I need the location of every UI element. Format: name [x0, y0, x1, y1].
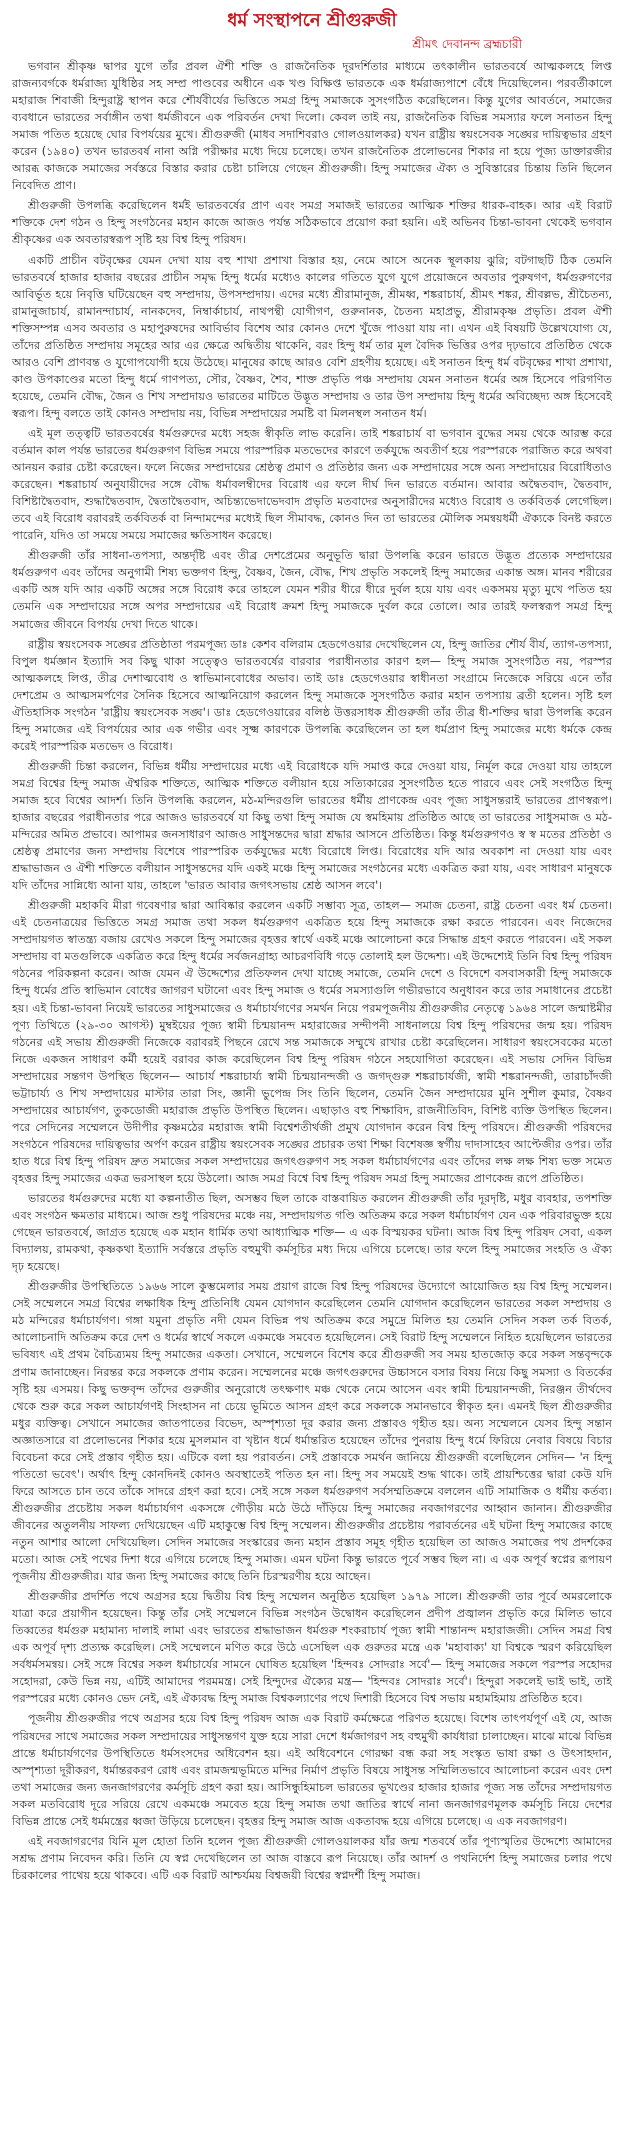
article-paragraph: শ্রীগুরুজীর প্রদর্শিত পথে অগ্রসর হয়ে দ্বিতীয় বিশ্ব হিন্দু সম্মেলন অনুষ্ঠিত হয়েছিল ১৯৭৯ সালে। শ্রীগুরুজী তার পূর্বে অমরলোকে যাত্রা করে প্রয়াগীন হয়েছেন। কিন্তু তাঁর সেই সম্মেলনে বিভিন্ন সংগঠন উদ্বোধন করেছিলেন প্রদীপ প্রজ্বালন প্রভৃতি করে মিলিত ভাবে তিব্বতের ধর্মগুরু মহামান্য দালাই লামা এবং ভারতের শ্রদ্ধাভাজন ধর্মগুরু শংকরাচার্য পূজ্য স্বামী শান্তানন্দ মহারাজজী। সেদিন সমগ্র বিশ্ব এক অপূর্ব দৃশ্য প্রত্যক্ষ করেছিল। সেই সম্মেলনে মণিত করে উঠে এসেছিল এক গুরুতর মন্ত্রে এক 'মহাবাক্য' যা বিশ্বকে স্মরণ করিয়েছিল সর্বধর্মসমন্বয়। সেই সঙ্গে বিশ্বের সকল ধর্মাচার্যের সামনে ঘোষিত হয়েছিল 'হিন্দবঃ সোদরাঃ সর্বে'— হিন্দু সমাজের সকলে পরস্পর সহোদর সহোদরা, কেউ ভিন্ন নয়, এটিই আমাদের পরমমন্ত্র। সেই হিন্দুদের ঐক্যের মন্ত্র— 'হিন্দবঃ সোদরাঃ সর্বে'। হিন্দুরা সকলেই ভাই ভাই, তাই পরস্পরের মধ্যে কোনও ভেদ নেই, এই ঐক্যবদ্ধ হিন্দু সমাজ বিশ্বকল্যাণের পথে দিশারী হিসেবে বিশ্ব সভায় মহামহিমায় প্রতিষ্ঠিত হবে।	[12, 1590, 612, 1706]
article-paragraph: পূজনীয় শ্রীগুরুজীর পথে অগ্রসর হয়ে বিশ্ব হিন্দু পরিষদ আজ এক বিরাট কর্মক্ষেত্রে পরিণত হয়েছে। বিশেষ তাৎপর্যপূর্ণ এই যে, আজ পরিষদের সাথে সমাজের সকল সম্প্রদায়ের সাধুসন্তগণ যুক্ত হয়ে সারা দেশে ধর্মজাগরণ সহ বহুমুখী কার্যধারা চালাচ্ছেন। মাঝে মাঝে বিভিন্ন প্রান্তে ধর্মাচার্যগণের উপস্থিতিতে ধর্মসংসদের অধিবেশন হয়। এই অধিবেশনে গোরক্ষা বন্ধ করা সহ সংস্কৃত ভাষা রক্ষা ও উৎসাহদান, অস্পৃশ্যতা দূরীকরণ, ধর্মান্তরকরণ রোধ এবং রামজন্মভূমিতে মন্দির নির্মাণ প্রভৃতি বিষয়ে সাধুসন্ত সম্মিলিতভাবে আলোচনা করেন এবং দেশ তথা সমাজের জন্য জনজাগরণের কর্মসূচি গ্রহণ করা হয়। আসিন্ধুহিমাচল ভারতের ভূখণ্ডের হাজার হাজার পূজ্য সন্ত তাঁদের সম্প্রদায়গত সকল মতবিরোধ দূরে সরিয়ে রেখে একমঞ্চে সমবেত হয়ে হিন্দু সমাজ তথা জাতির স্বার্থে নানা জনজাগরণমূলক কর্মসূচি নিয়ে দেশের বিভিন্ন প্রান্তে সেই ধর্মমন্ত্রের ধ্বজা উড়িয়ে চলেছেন। বৃহত্তর হিন্দু সমাজ আজ একতাবদ্ধ হয়ে এগিয়ে চলেছে। এ এক নবজাগরণ।	[12, 1712, 612, 1828]
article-paragraph: ভগবান শ্রীকৃষ্ণ দ্বাপর যুগে তাঁর প্রবল ঐশী শক্তি ও রাজনৈতিক দূরদর্শিতার মাধ্যমে তৎকালীন ভারতবর্ষে আত্মকলহে লিপ্ত রাজন্যবর্গকে ধর্মরাজ্য যুধিষ্ঠির সহ সম্প্র পাণ্ডবের অধীনে এক খণ্ড বিক্ষিপ্ত ভারতকে এক ধর্মরাজ্যপাশে বেঁধে দিয়েছিলেন। পরবর্তীকালে মহারাজ শিবাজী হিন্দুরাষ্ট্র স্থাপন করে শৌর্যবীর্যের ভিত্তিতে সমগ্র হিন্দু সমাজকে সুসংগঠিত করেছিলেন। কিন্তু যুগের আবর্তনে, সমাজের ব্যবধানে ভারতের সর্বাঙ্গীন তথা ধর্মজীবনে এক পরিবর্তন দেখা দিলো। কেবল তাই নয়, রাজনৈতিক বিভিন্ন সমস্যার ফলে সনাতন হিন্দু সমাজ পতিত হয়েছে ঘোর বিপর্যয়ের মুখে। শ্রীগুরুজী (মাধব সদাশিবরাও গোলওয়ালকর) যখন রাষ্ট্রীয় স্বয়ংসেবক সঙ্ঘের দায়িত্বভার গ্রহণ করেন (১৯৪০) তখন ভারতবর্ষ নানা অগ্নি পরীক্ষার মধ্যে দিয়ে চলেছে। তখন রাজনৈতিক প্রলোভনের শিকার না হয়ে পূজ্য ডাক্তারজীর আরব্ধ কাজকে সমাজের সর্বস্তরে বিস্তার করার চেষ্টা চালিয়ে গেছেন শ্রীগুরুজী। হিন্দু সমাজের ঐক্য ও সুবিস্তারের চিন্তায় তিনি ছিলেন নিবেদিত প্রাণ।	[12, 60, 612, 193]
article-title: ধর্ম সংস্থাপনে শ্রীগুরুজী	[227, 10, 397, 31]
article-paragraph: রাষ্ট্রীয় স্বয়ংসেবক সঙ্ঘের প্রতিষ্ঠাতা পরমপূজ্য ডাঃ কেশব বলিরাম হেডগেওয়ার দেখেছিলেন যে, হিন্দু জাতির শৌর্য বীর্য, ত্যাগ-তপস্যা, বিপুল ধর্মজ্ঞান ইত্যাদি সব কিছু থাকা সত্ত্বেও ভারতবর্ষের বারবার পরাধীনতার কারণ হল— হিন্দু সমাজ সুসংগঠিত নয়, পরস্পর আত্মকলহে লিপ্ত, তীব্র দেশাত্মবোধ ও স্বাভিমানবোধের অভাব। তাই ডাঃ হেডগেওয়ার স্বাধীনতা সংগ্রামে নিজেকে সরিয়ে এনে তাঁর দেশপ্রেম ও আত্মসমর্পণের সৈনিক হিসেবে আত্মনিয়োগ করলেন হিন্দু সমাজকে সুসংগঠিত করার মহান তপস্যায় ব্রতী হলেন। সৃষ্টি হল ঐতিহাসিক সংগঠন 'রাষ্ট্রীয় স্বয়ংসেবক সঙ্ঘ'। ডাঃ হেডগেওয়ারের বলিষ্ঠ উত্তরসাধক শ্রীগুরুজী তাঁর তীব্র ধী-শক্তির দ্বারা উপলব্ধি করেন হিন্দু সমাজের এই বিপর্যয়ের আর এক গভীর এবং সূক্ষ্ম কারণকে উপলব্ধি করেছিলেন তা হল ধর্মপ্রাণ হিন্দু সমাজের মধ্যে ধর্মকে কেন্দ্র করেই পারস্পরিক মতভেদ ও বিরোধ।	[12, 637, 612, 753]
article-paragraph: একটি প্রাচীন বটবৃক্ষের যেমন দেখা যায় বহু শাখা প্রশাখা বিস্তার হয়, নেমে আসে অনেক স্থূলকায় ঝুরি; বটগাছটি ঠিক তেমনি ভারতবর্ষে হাজার হাজার বছরের প্রাচীন সমৃদ্ধ হিন্দু ধর্মের মধ্যেও কালের গতিতে যুগে যুগে প্রয়োজনে অবতার পুরুষগণ, ধর্মগুরুগণের আবির্ভূত হয়ে নিবৃত্তি ঘটিয়েছেন বহু সম্প্রদায়, উপসম্প্রদায়। এদের মধ্যে শ্রীরামানুজ, শ্রীমধ্ব, শঙ্করাচার্য, শ্রীমৎ শঙ্কর, শ্রীবল্লভ, শ্রীচৈতন্য, রামানুজাচার্য, রামানন্দাচার্য, নানকদেব, নিম্বার্কাচার্য, নাথপন্থী যোগীগণ, গুরুনানক, চৈতন্য মহাপ্রভু, শ্রীরামকৃষ্ণ প্রভৃতি। প্রবল ঐশী শক্তিসম্পন্ন এসব অবতার ও মহাপুরুষদের আবির্ভাব বিশেষ আর কোনও দেশে খুঁজে পাওয়া যায় না। এখন এই বিষয়টি উল্লেখযোগ্য যে, তাঁদের প্রতিষ্ঠিত সম্প্রদায় সমূহের আর এর ক্ষেত্রে অদ্বিতীয় থাকেনি, বরং হিন্দু ধর্ম তার মূল বৈদিক ভিত্তির ওপর দৃঢ়ভাবে প্রতিষ্ঠিত থেকে আরও বেশি প্রাণবন্ত ও যুগোপযোগী হয়ে উঠেছে। মানুষের কাছে আরও বেশি গ্রহণীয় হয়েছে। এই সনাতন হিন্দু ধর্ম বটবৃক্ষের শাখা প্রশাখা, কাণ্ড উপকাণ্ডের মতো হিন্দু ধর্মে গাণপত্য, সৌর, বৈষ্ণব, শৈব, শাক্ত প্রভৃতি পঞ্চ সম্প্রদায় যেমন সনাতন ধর্মের অঙ্গ হিসেবে পরিগণিত হয়েছে, তেমনি বৌদ্ধ, জৈন ও শিখ সম্প্রদায়ও ভারতের মাটিতে উদ্ভূত সম্প্রদায় ও তার উপ সম্প্রদায় হিন্দু ধর্মের অবিচ্ছেদ্য অঙ্গ হিসেবেই স্বরূপ। হিন্দু বলতে তাই কোনও সম্প্রদায় নয়, বিভিন্ন সম্প্রদায়ের সমষ্টি বা মিলনস্থল সনাতন ধর্ম।	[12, 253, 612, 420]
article-paragraph: শ্রীগুরুজী মহাকবি মীরা গবেষণার দ্বারা আবিষ্কার করলেন একটি সম্ভাব্য সূত্র, তাহল— সমাজ চেতনা, রাষ্ট্র চেতনা এবং ধর্ম চেতনা। এই চেতনাত্রয়ের ভিত্তিতে সমগ্র সমাজ তথা সকল ধর্মগুরুগণ একত্রিত হয়ে হিন্দু সমাজকে রক্ষা করতে পারবেন। এবং নিজেদের সম্প্রদায়গত স্বাতন্ত্র্য বজায় রেখেও সকলে হিন্দু সমাজের বৃহত্তর স্বার্থে একই মঞ্চে আলোচনা করে সিদ্ধান্ত গ্রহণ করতে পারবেন। এই সকল সম্প্রদায় বা মতগুলিকে একত্রিত করে হিন্দু ধর্মের সর্বজনগ্রাহ্য আচরণবিধি গড়ে তোলাই হল উদ্দেশ্য। এই উদ্দেশ্যেই তিনি বিশ্ব হিন্দু পরিষদ গঠনের পরিকল্পনা করেন। আজ যেমন ঐ উদ্দেশ্যের প্রতিফলন দেখা যাচ্ছে সমাজে, তেমনি দেশে ও বিদেশে বসবাসকারী হিন্দু সমাজকে হিন্দু ধর্মের প্রতি স্বাভিমান বোধের জাগরণ ঘটানো এবং হিন্দু সমাজ ও ধর্মের সমস্যাগুলি গভীরভাবে অনুধাবন করে তার সমাধানের প্রচেষ্টা হয়। এই চিন্তা-ভাবনা নিয়েই ভারতের সাধুসমাজের ও ধর্মাচার্যগণের সমর্থন নিয়ে পরমপূজনীয় শ্রীগুরুজীর নেতৃত্বে ১৯৬৪ সালে জন্মাষ্টমীর পূণ্য তিথিতে (২৯-৩০ আগস্ট) মুম্বইয়ের পূজ্য স্বামী চিন্ময়ানন্দ মহারাজের সন্দীপনী সাধনালয়ে বিশ্ব হিন্দু পরিষদের জন্ম হয়। পরিষদ গঠনের এই সভায় শ্রীগুরুজী নিজেকে বরাবরই পিছনে রেখে সন্ত সমাজকে সম্মুখে রাখার চেষ্টা করেছিলেন। সাধারণ স্বয়ংসেবকের মতো নিজে একজন সাধারণ কর্মী হয়েই বরাবর কাজ করেছিলেন বিশ্ব হিন্দু পরিষদ গঠনে সহযোগিতা করেছেন। এই সভায় সেদিন বিভিন্ন সম্প্রদায়ের সন্তগণ উপস্থিত ছিলেন— আচার্য শঙ্করাচার্য্য স্বামী চিন্ময়ানন্দজী ও জগদ্গুরু শঙ্করাচার্যজী, স্বামী শঙ্করানন্দজী, তারাচাঁদজী ভট্টাচার্য্য ও শিখ সম্প্রদায়ের মাস্টার তারা সিং, জ্ঞানী ভুপেন্দ্র সিং তিনি ছিলেন, তেমনি জৈন সম্প্রদায়ের মুনি সুশীল কুমার, বৈষ্ণব সম্প্রদায়ের আচার্যগণ, তুকডোজী মহারাজ প্রভৃতি উপস্থিত ছিলেন। এছাড়াও বহু শিক্ষাবিদ, রাজনীতিবিদ, বিশিষ্ট ব্যক্তি উপস্থিত ছিলেন। পরে সেদিনের সম্মেলনে উদীপীর কৃষ্ণমঠের মহারাজ স্বামী বিশ্বেশতীর্থজী প্রমুখ যোগদান করেন বিশ্ব হিন্দু পরিষদে। শ্রীগুরুজী পরিষদের সংগঠনে পরিষদের দায়িত্বভার অর্পণ করেন রাষ্ট্রীয় স্বয়ংসেবক সঙ্ঘের প্রচারক তথা শিক্ষা বিশেষজ্ঞ স্বর্গীয় দাদাসাহেব আপ্টেজীর ওপর। তাঁর হাত ধরে বিশ্ব হিন্দু পরিষদ দ্রুত সমাজের সকল সম্প্রদায়ের জগৎগুরুগণ সহ সকল ধর্মাচার্যগণের এবং তাঁদের লক্ষ লক্ষ শিষ্য ভক্ত সমেত বৃহত্তর হিন্দু সমাজের একত্র ভরসাস্থল হয়ে উঠলো। আজ সমগ্র বিশ্বে বিশ্ব হিন্দু পরিষদ সমগ্র হিন্দু সমাজের প্রাণকেন্দ্র রূপে প্রতিষ্ঠিত।	[12, 899, 612, 1185]
article-paragraph: শ্রীগুরুজী উপলব্ধি করেছিলেন ধর্মই ভারতবর্ষের প্রাণ এবং সমগ্র সমাজই ভারতের আত্মিক শক্তির ধারক-বাহক। আর এই বিরাট শক্তিকে দেশ গঠন ও হিন্দু সংগঠনের মহান কাজে আজও পর্যন্ত সঠিকভাবে প্রয়োগ করা হয়নি। এই অভিনব চিন্তা-ভাবনা থেকেই ভগবান শ্রীকৃষ্ণের এক অবতারস্বরূপ সৃষ্টি হয় বিশ্ব হিন্দু পরিষদ।	[12, 199, 612, 247]
article-author: শ্রীমৎ দেবানন্দ ব্রহ্মচারী	[412, 37, 522, 51]
article-paragraph: এই নবজাগরণের যিনি মূল হোতা তিনি হলেন পূজ্য শ্রীগুরুজী গোলওয়ালকর যাঁর জন্ম শতবর্ষে তাঁর পূণ্যস্মৃতির উদ্দেশ্যে আমাদের সশ্রদ্ধ প্রণাম নিবেদন করি। তিনি যে স্বপ্ন দেখেছিলেন তা আজ বাস্তবে রূপ নিয়েছে। তাঁর আদর্শ ও পথনির্দেশ হিন্দু সমাজের চলার পথে চিরকালের পাথেয় হয়ে থাকবে। এটি এক বিরাট আশ্চর্যময় বিশ্বজয়ী বিশ্বের স্বপ্নদর্শী হিন্দু সমাজ।	[12, 1834, 612, 1882]
article-paragraph: এই মূল তত্ত্বটি ভারতবর্ষের ধর্মগুরুদের মধ্যে সহজ স্বীকৃতি লাভ করেনি। তাই শঙ্করাচার্য বা ভগবান বুদ্ধের সময় থেকে আরম্ভ করে বর্তমান কাল পর্যন্ত ভারতের ধর্মগুরুগণ বিভিন্ন সময়ে পারস্পরিক মতভেদের কারণে তর্কযুদ্ধে অবতীর্ণ হয়ে পরস্পরকে পরাজিত করে অথবা আনয়ন করার চেষ্টা করেছেন। ফলে নিজের সম্প্রদায়ের শ্রেষ্ঠত্ব প্রমাণ ও প্রতিষ্ঠার জন্য এক সম্প্রদায়ের সঙ্গে অন্য সম্প্রদায়ের বিরোধিতাও করেছেন। শঙ্করাচার্য অনুযায়ীদের সঙ্গে বৌদ্ধ ধর্মাবলম্বীদের বিরোধ এর ফলে দীর্ঘ দিন ভারতে বর্তমান। আবার অদ্বৈতবাদ, দ্বৈতবাদ, বিশিষ্টাদ্বৈতবাদ, শুদ্ধাদ্বৈতবাদ, দ্বৈতাদ্বৈতবাদ, অচিন্ত্যভেদাভেদবাদ প্রভৃতি মতবাদের অনুসারীদের মধ্যেও বিরোধ ও তর্কবিতর্ক লেগেছিল। তবে এই বিরোধ বরাবরই তর্কবিতর্ক বা নিন্দামন্দের মধ্যেই ছিল সীমাবদ্ধ, কোনও দিন তা ভারতের মৌলিক সমন্বয়ধর্মী ঐক্যকে বিনষ্ট করতে পারেনি, যদিও তা সময়ে সময়ে সমাজের ক্ষতিসাধন করেছে।	[12, 426, 612, 543]
article-paragraph: শ্রীগুরুজী তাঁর সাধনা-তপস্যা, অন্তর্দৃষ্টি এবং তীব্র দেশপ্রেমের অনুভূতি দ্বারা উপলব্ধি করেন ভারতে উদ্ভূত প্রত্যেক সম্প্রদায়ের ধর্মগুরুগণ এবং তাঁদের অনুগামী শিষ্য ভক্তগণ হিন্দু, বৈষ্ণব, জৈন, বৌদ্ধ, শিখ প্রভৃতি সকলেই হিন্দু সমাজের একান্ত অঙ্গ। মানব শরীরের একটি অঙ্গ যদি আর একটি অঙ্গের সঙ্গে বিরোধ করে তাহলে যেমন শরীর ধীরে ধীরে দুর্বল হয়ে যায় এবং একসময় মৃত্যু মুখে পতিত হয় তেমনি এক সম্প্রদায়ের সঙ্গে অপর সম্প্রদায়ের এই বিরোধ ক্রমশ হিন্দু সমাজকে দুর্বল করে তোলে। আর তারই ফলস্বরূপ সমগ্র হিন্দু সমাজের জীবনে বিপর্যয় দেখা দিতে থাকে।	[12, 549, 612, 631]
article-paragraph: শ্রীগুরুজী চিন্তা করলেন, বিভিন্ন ধর্মীয় সম্প্রদায়ের মধ্যে এই বিরোধকে যদি সমাপ্ত করে দেওয়া যায়, নির্মূল করে দেওয়া যায় তাহলে সমগ্র বিশ্বের হিন্দু সমাজ ঐশ্বরিক শক্তিতে, আত্মিক শক্তিতে বলীয়ান হয়ে সত্যিকারের সুসংগঠিত হতে পারবে এবং সেই সংগঠিত হিন্দু সমাজ হবে বিশ্বের আদর্শ। তিনি উপলব্ধি করলেন, মঠ-মন্দিরগুলি ভারতের ধর্মীয় প্রাণকেন্দ্র এবং পূজ্য সাধুসন্তরাই ভারতের প্রাণস্বরূপ। হাজার বছরের পরাধীনতার পরে আজও ভারতবর্ষে যা কিছু তথা হিন্দু সমাজ যে স্বমহিমায় প্রতিষ্ঠিত আছে তা ভারতের সাধুসমাজ ও মঠ-মন্দিরের অমিত প্রভাবে। আপামর জনসাধারণ আজও সাধুসন্তদের দ্বারা শ্রদ্ধার আসনে প্রতিষ্ঠিত। কিন্তু ধর্মগুরুগণও স্ব স্ব মতের প্রতিষ্ঠা ও শ্রেষ্ঠত্ব প্রমাণের জন্য সম্প্রদায় বিশেষে পারস্পরিক তর্কযুদ্ধের মধ্যে বিরোধে লিপ্ত। বিরোধের যদি আর অবকাশ না দেওয়া যায় এবং শ্রদ্ধাভাজন ও ঐশী শক্তিতে বলীয়ান সাধুসন্তদের যদি একই মঞ্চে হিন্দু সমাজের সংগঠনের মধ্যে একত্রিত করা যায়, এবং সাধারণ মানুষকে যদি তাঁদের সান্নিধ্যে আনা যায়, তাহলে 'ভারত আবার জগৎসভায় শ্রেষ্ঠ আসন লবে'।	[12, 759, 612, 893]
article-paragraph: শ্রীগুরুজীর উপস্থিতিতে ১৯৬৬ সালে কুম্ভমেলার সময় প্রয়াগ রাজে বিশ্ব হিন্দু পরিষদের উদ্যোগে আয়োজিত হয় বিশ্ব হিন্দু সম্মেলন। সেই সম্মেলনে সমগ্র বিশ্বের লক্ষাধিক হিন্দু প্রতিনিধি যেমন যোগদান করেছিলেন তেমনি যোগদান করেছিলেন ভারতের সকল সম্প্রদায় ও মঠ মন্দিরের ধর্মাচার্যগণ। গঙ্গা যমুনা প্রভৃতি নদী যেমন বিভিন্ন পথ অতিক্রম করে সমুদ্রে মিলিত হয় তেমনি সেদিন সকল তর্ক বিতর্ক, আলোচনাদি অতিক্রম করে দেশ ও ধর্মের স্বার্থে সকলে একমঞ্চে সমবেত হয়েছিলেন। সেই বিরাট হিন্দু সম্মেলনে নিহিত হয়েছিলেন ভারতের ভবিষ্যৎ এই প্রথম বৈচিত্র্যময় হিন্দু সমাজের একতা। সেখানে, সম্মেলনে বিশেষ করে শ্রীগুরুজী সব সময় হাতজোড় করে সকল সন্তবৃন্দকে প্রণাম জানাচ্ছেন। নিরন্তর করে সকলকে প্রণাম করেন। সম্মেলনের মঞ্চে জগৎগুরুদের উচ্চাসনে বসার বিষয় নিয়ে কিছু সমস্যা ও বিতর্কের সৃষ্টি হয় এসময়। কিছু ভক্তবৃন্দ তাঁদের গুরুজীর অনুরোধে তৎক্ষণাৎ মঞ্চ থেকে নেমে আসেন এবং স্বামী চিন্ময়ানন্দজী, নিরঞ্জন তীর্থদেব থেকে শুরু করে সকল আচার্যগণই সিংহাসন না চেয়ে ভূমিতে আসন গ্রহণ করে সকলকে সমানভাবে স্বীকৃত হন। এমনই ছিল শ্রীগুরুজীর মধুর ব্যক্তিত্ব। সেখানে সমাজের জাতপাতের বিভেদ, অস্পৃশ্যতা দূর করার জন্য প্রস্তাবও গৃহীত হয়। অন্য সম্মেলনে যেসব হিন্দু সন্তান অজ্ঞাতসারে বা প্রলোভনের শিকার হয়ে মুসলমান বা খৃষ্টান ধর্মে ধর্মান্তরিত হয়েছেন তাঁদের পুনরায় হিন্দু ধর্মে ফিরিয়ে নেবার বিষয়ে বিচার বিবেচনা করে সেই প্রস্তাব গৃহীত হয়। এটিকে বলা হয় পরাবর্তন। সেই প্রস্তাবকে সমর্থন জানিয়ে শ্রীগুরুজী বলেছিলেন সেদিন— 'ন হিন্দু পতিতো ভবেৎ'। অর্থাৎ হিন্দু কোনদিনই কোনও অবস্থাতেই পতিত হন না। হিন্দু সব সময়েই শুদ্ধ থাকে। তাই প্রায়শ্চিত্তের দ্বারা কেউ যদি ফিরে আসতে চান তবে তাঁকে সাদরে গ্রহণ করা হবে। সেই সঙ্গে সকল ধর্মগুরুগণ সর্বসম্মতিক্রমে বললেন এটি সামাজিক ও ধর্মীয় কর্তব্য। শ্রীগুরুজীর প্রচেষ্টায় সকল ধর্মাচার্যগণ একসঙ্গে গৌড়ীয় মঠে উঠে দাঁড়িয়ে হিন্দু সমাজের নবজাগরণের আহ্বান জানান। শ্রীগুরুজীর জীবনের অতুলনীয় সাফল্য দেখিয়েছেন এটি মহাকুম্ভে বিশ্ব হিন্দু সম্মেলন। শ্রীগুরুজীর প্রচেষ্টায় পরাবর্তনের এই ঘটনা হিন্দু সমাজের কাছে নতুন আশার আলো দেখিয়েছিল। সেদিন সমাজের সংস্কারের জন্য মহান প্রস্তাব সমূহ গৃহীত হয়েছিল তা আজও সমাজের পথ প্রদর্শকের মতো। আজ সেই পথের দিশা ধরে এগিয়ে চলেছে হিন্দু সমাজ। এমন ঘটনা কিন্তু ভারতে পূর্বে সম্ভব ছিল না। এ এক অপূর্ব স্বপ্নের রূপায়ণ পূজনীয় শ্রীগুরুজীর। যার জন্য হিন্দু সমাজের কাছে তিনি চিরস্মরণীয় হয়ে আছেন।	[12, 1280, 612, 1584]
article-paragraph: ভারতের ধর্মগুরুদের মধ্যে যা কল্পনাতীত ছিল, অসম্ভব ছিল তাকে বাস্তবায়িত করলেন শ্রীগুরুজী তাঁর দূরদৃষ্টি, মধুর ব্যবহার, তপশক্তি এবং সংগঠন ক্ষমতার মাধ্যমে। আজ শুধু পরিষদের মঞ্চে নয়, সম্প্রদায়গত গণ্ডি অতিক্রম করে সকল ধর্মাচার্যগণ যেন এক পরিবারভুক্ত হয়ে গেছেন ভারতবর্ষে, জাগ্রত হয়েছে এক মহান ধার্মিক তথা আধ্যাত্মিক শক্তি— এ এক বিস্ময়কর ঘটনা। আজ বিশ্ব হিন্দু পরিষদ সেবা, একল বিদ্যালয়, রামকথা, কৃষ্ণকথা ইত্যাদি সর্বস্তরে প্রভৃতি বহুমুখী কর্মসূচির মধ্য দিয়ে এগিয়ে চলেছে। তার ফলে হিন্দু সমাজের সংহতি ও ঐক্য দৃঢ় হয়েছে।	[12, 1192, 612, 1274]
article-body	[12, 58, 612, 1884]
